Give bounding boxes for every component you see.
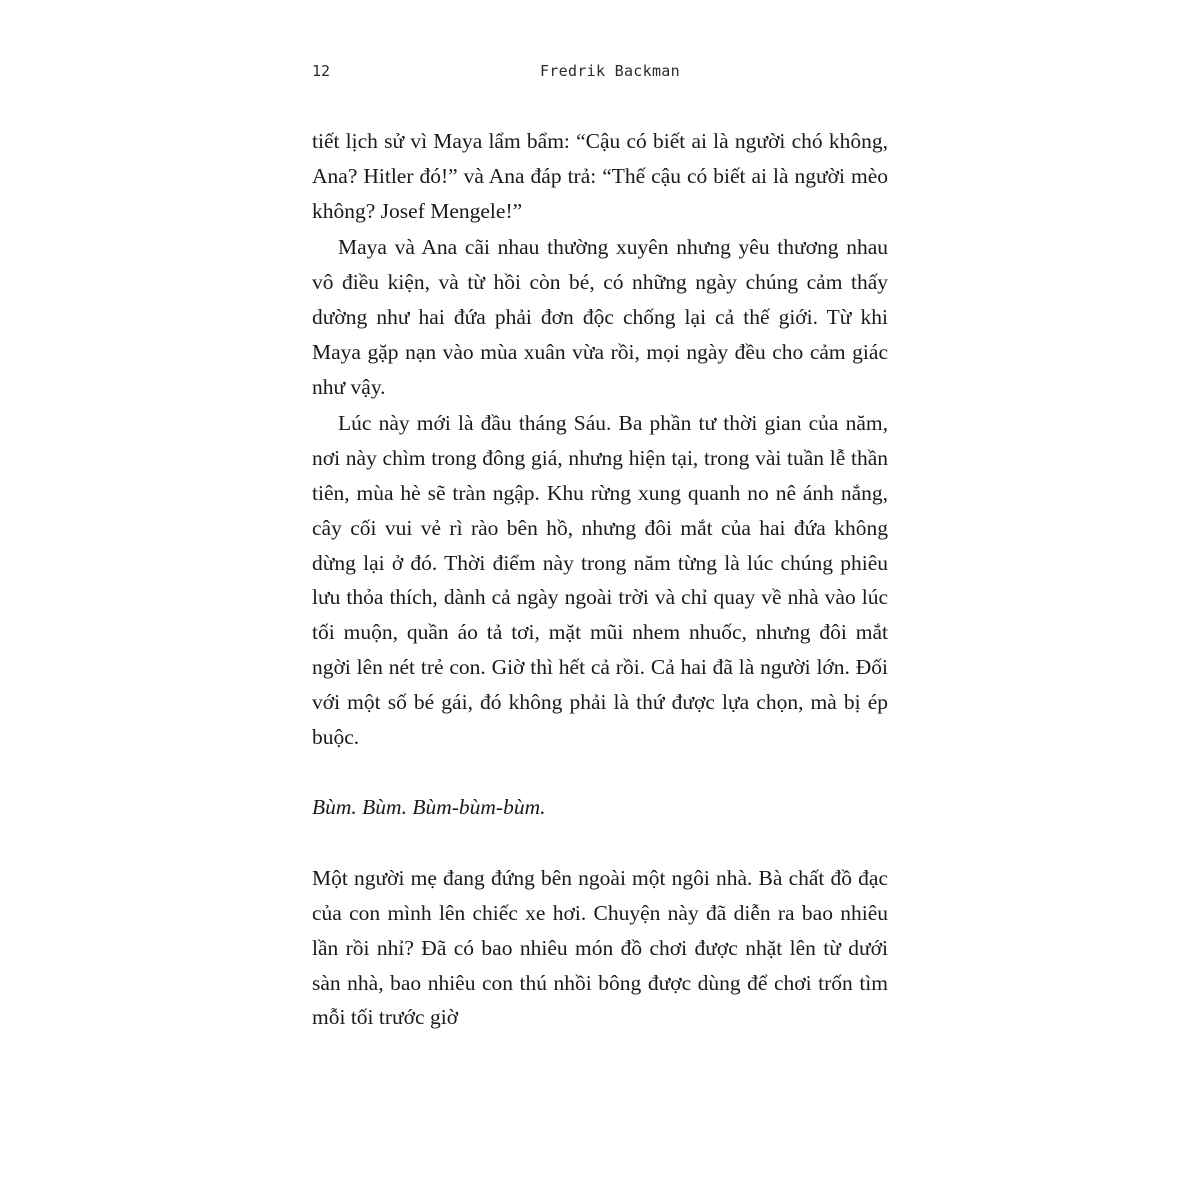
paragraph: Một người mẹ đang đứng bên ngoài một ngôi nhà. Bà chất đồ đạc của con mình lên chiếc xe hơi. Chuyện này đã diễn ra bao nhiêu lần rồi nhỉ? Đã có bao nhiêu món đồ chơi được nhặt lên từ dưới sàn nhà, bao nhiêu con thú nhồi bông được dùng để chơi trốn tìm mỗi tối trước giờ	[312, 866, 888, 1030]
book-author: Fredrik Backman	[540, 62, 680, 80]
paragraph: Lúc này mới là đầu tháng Sáu. Ba phần tư thời gian của năm, nơi này chìm trong đông giá, nhưng hiện tại, trong vài tuần lễ thần tiên, mùa hè sẽ tràn ngập. Khu rừng xung quanh no nê ánh nắng, cây cối vui vẻ rì rào bên hồ, nhưng đôi mắt của hai đứa không dừng lại ở đó. Thời điểm này trong năm từng là lúc chúng phiêu lưu thỏa thích, dành cả ngày ngoài trời và chỉ quay về nhà vào lúc tối muộn, quần áo tả tơi, mặt mũi nhem nhuốc, nhưng đôi mắt ngời lên nét trẻ con. Giờ thì hết cả rồi. Cả hai đã là người lớn. Đối với một số bé gái, đó không phải là thứ được lựa chọn, mà bị ép buộc.	[312, 411, 888, 749]
scene-break-italic: Bùm. Bùm. Bùm-bùm-bùm.	[312, 795, 546, 820]
paragraph: Maya và Ana cãi nhau thường xuyên nhưng yêu thương nhau vô điều kiện, và từ hồi còn bé, có những ngày chúng cảm thấy dường như hai đứa phải đơn độc chống lại cả thế giới. Từ khi Maya gặp nạn vào mùa xuân vừa rồi, mọi ngày đều cho cảm giác như vậy.	[312, 235, 888, 399]
body-text	[312, 124, 888, 1037]
paragraph-continuation: tiết lịch sử vì Maya lẩm bẩm: “Cậu có biết ai là người chó không, Ana? Hitler đó!” và Ana đáp trả: “Thế cậu có biết ai là người mèo không? Josef Mengele!”	[312, 129, 888, 223]
page-number: 12	[312, 62, 331, 80]
running-head	[312, 62, 890, 86]
